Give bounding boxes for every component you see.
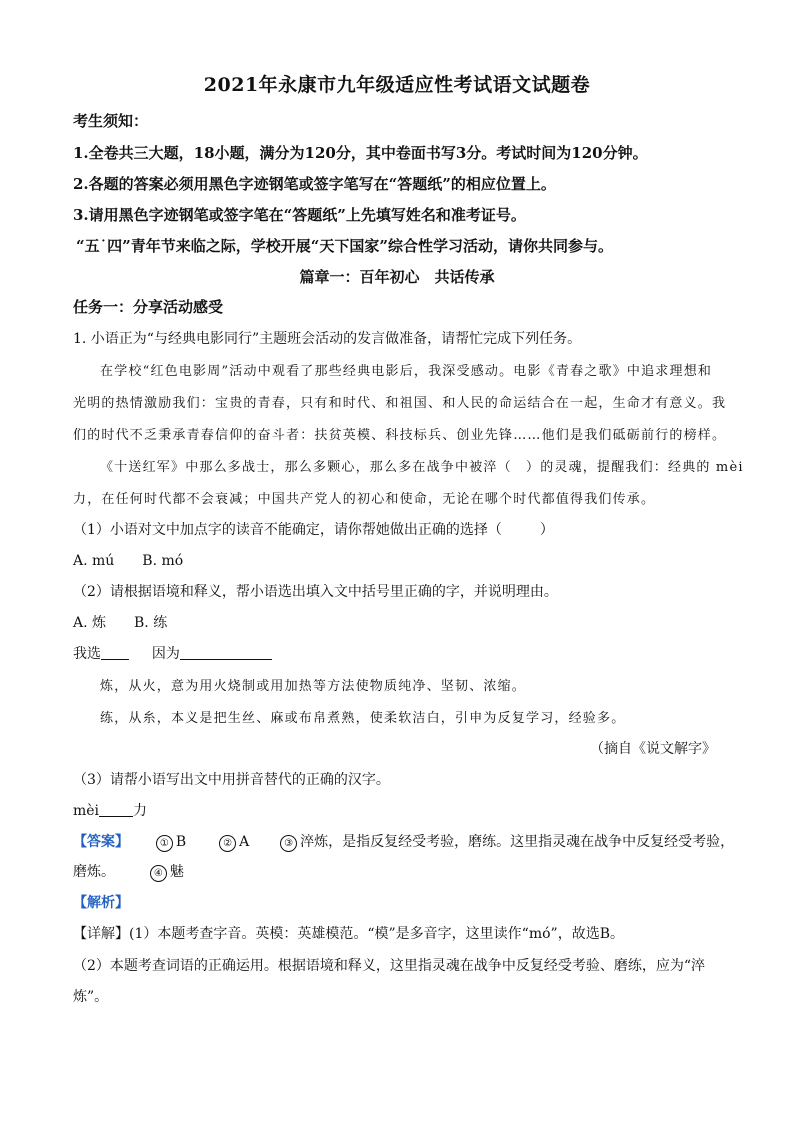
- answer-3-continued: 磨炼。: [73, 864, 115, 880]
- answer-line-1: [73, 831, 734, 852]
- because-label: 因为: [151, 646, 180, 662]
- choose-label: 我选: [73, 646, 101, 662]
- source-citation: （摘自《说文解字》: [590, 741, 716, 757]
- pinyin-suffix: 力: [133, 803, 148, 819]
- circle-mark-1: ①: [156, 835, 173, 852]
- circle-mark-3: ③: [280, 835, 297, 852]
- answer-line-2: [73, 861, 184, 882]
- circle-mark-2: ②: [219, 835, 236, 852]
- question-1-stem: 1. 小语正为“与经典电影同行”主题班会活动的发言做准备，请帮忙完成下列任务。: [73, 331, 582, 347]
- answer-4: 魅: [169, 864, 184, 880]
- circle-mark-4: ④: [150, 865, 167, 882]
- choose-blank[interactable]: [101, 645, 129, 660]
- definition-lian-fire: 炼，从火，意为用火烧制或用加热等方法使物质纯净、坚韧、浓缩。: [100, 679, 527, 694]
- detail-label: 【详解】: [73, 926, 129, 942]
- subquestion-1-stem-end: ）: [539, 522, 554, 538]
- pinyin-line: [73, 800, 147, 820]
- detail-text-1: (1）本题考查字音。英模：英雄模范。“模”是多音字，这里读作“mó”，故选B。: [129, 926, 624, 942]
- subquestion-1-stem: （1）小语对文中加点字的读音不能确定，请你帮她做出正确的选择（: [73, 522, 502, 538]
- subquestion-3-stem: （3）请帮小语写出文中用拼音替代的正确的汉字。: [73, 772, 390, 788]
- answer-3: 淬炼，是指反复经受考验，磨练。这里指灵魂在战争中反复经受考验，: [300, 834, 735, 850]
- passage-line-1: 在学校“红色电影周”活动中观看了那些经典电影后，我深受感动。电影《青春之歌》中追求理想和: [100, 364, 713, 379]
- notice-item-3: 3.请用黑色字迹钢笔或签字笔在“答题纸”上先填写姓名和准考证号。: [73, 206, 526, 224]
- intro-text: “五˙四”青年节来临之际，学校开展“天下国家”综合性学习活动，请你共同参与。: [76, 237, 614, 255]
- because-blank[interactable]: [180, 645, 272, 660]
- task-heading: 任务一：分享活动感受: [73, 298, 224, 316]
- passage-line-3: 们的时代不乏秉承青春信仰的奋斗者：扶贫英模、科技标兵、创业先锋……他们是我们砥砺前行的榜样。: [73, 428, 727, 443]
- subquestion-2-options: A. 炼 B. 练: [73, 615, 168, 631]
- passage-line-2: 光明的热情激励我们：宝贵的青春，只有和时代、和祖国、和人民的命运结合在一起，生命才有意义。我: [73, 396, 727, 411]
- analysis-label: 【解析】: [73, 895, 129, 911]
- passage-line-5: 力，在任何时代都不会衰减；中国共产党人的初心和使命，无论在哪个时代都值得我们传承。: [73, 492, 656, 507]
- choose-line: [73, 643, 272, 663]
- chapter-heading: 篇章一：百年初心 共话传承: [299, 268, 495, 286]
- subquestion-2-stem: （2）请根据语境和释义，帮小语选出填入文中括号里正确的字，并说明理由。: [73, 584, 558, 600]
- answer-2: A: [239, 834, 250, 850]
- notice-heading: 考生须知：: [73, 112, 149, 130]
- answer-1: B: [175, 834, 187, 850]
- passage-line-4: 《十送红军》中那么多战士，那么多颗心，那么多在战争中被淬（ ）的灵魂，提醒我们：经典的 mèi: [100, 460, 744, 475]
- notice-item-2: 2.各题的答案必须用黑色字迹钢笔或签字笔写在“答题纸”的相应位置上。: [73, 175, 556, 193]
- detail-line-1: [73, 923, 624, 943]
- detail-line-2: （2）本题考查词语的正确运用。根据语境和释义，这里指灵魂在战争中反复经受考验、磨练，应为“淬: [73, 958, 706, 974]
- detail-line-3: 炼”。: [73, 989, 109, 1005]
- notice-item-1: 1.全卷共三大题，18小题，满分为120分，其中卷面书写3分。考试时间为120分钟。: [73, 144, 648, 162]
- answer-label: 【答案】: [73, 834, 129, 850]
- pinyin-text: mèi: [73, 803, 100, 819]
- pinyin-blank[interactable]: [99, 802, 133, 817]
- definition-lian-silk: 练，从糸，本义是把生丝、麻或布帛煮熟，使柔软洁白，引申为反复学习，经验多。: [100, 711, 626, 726]
- subquestion-1: [73, 519, 554, 539]
- page-title: 2021年永康市九年级适应性考试语文试题卷: [203, 74, 591, 96]
- subquestion-1-options: A. mú B. mó: [73, 553, 184, 569]
